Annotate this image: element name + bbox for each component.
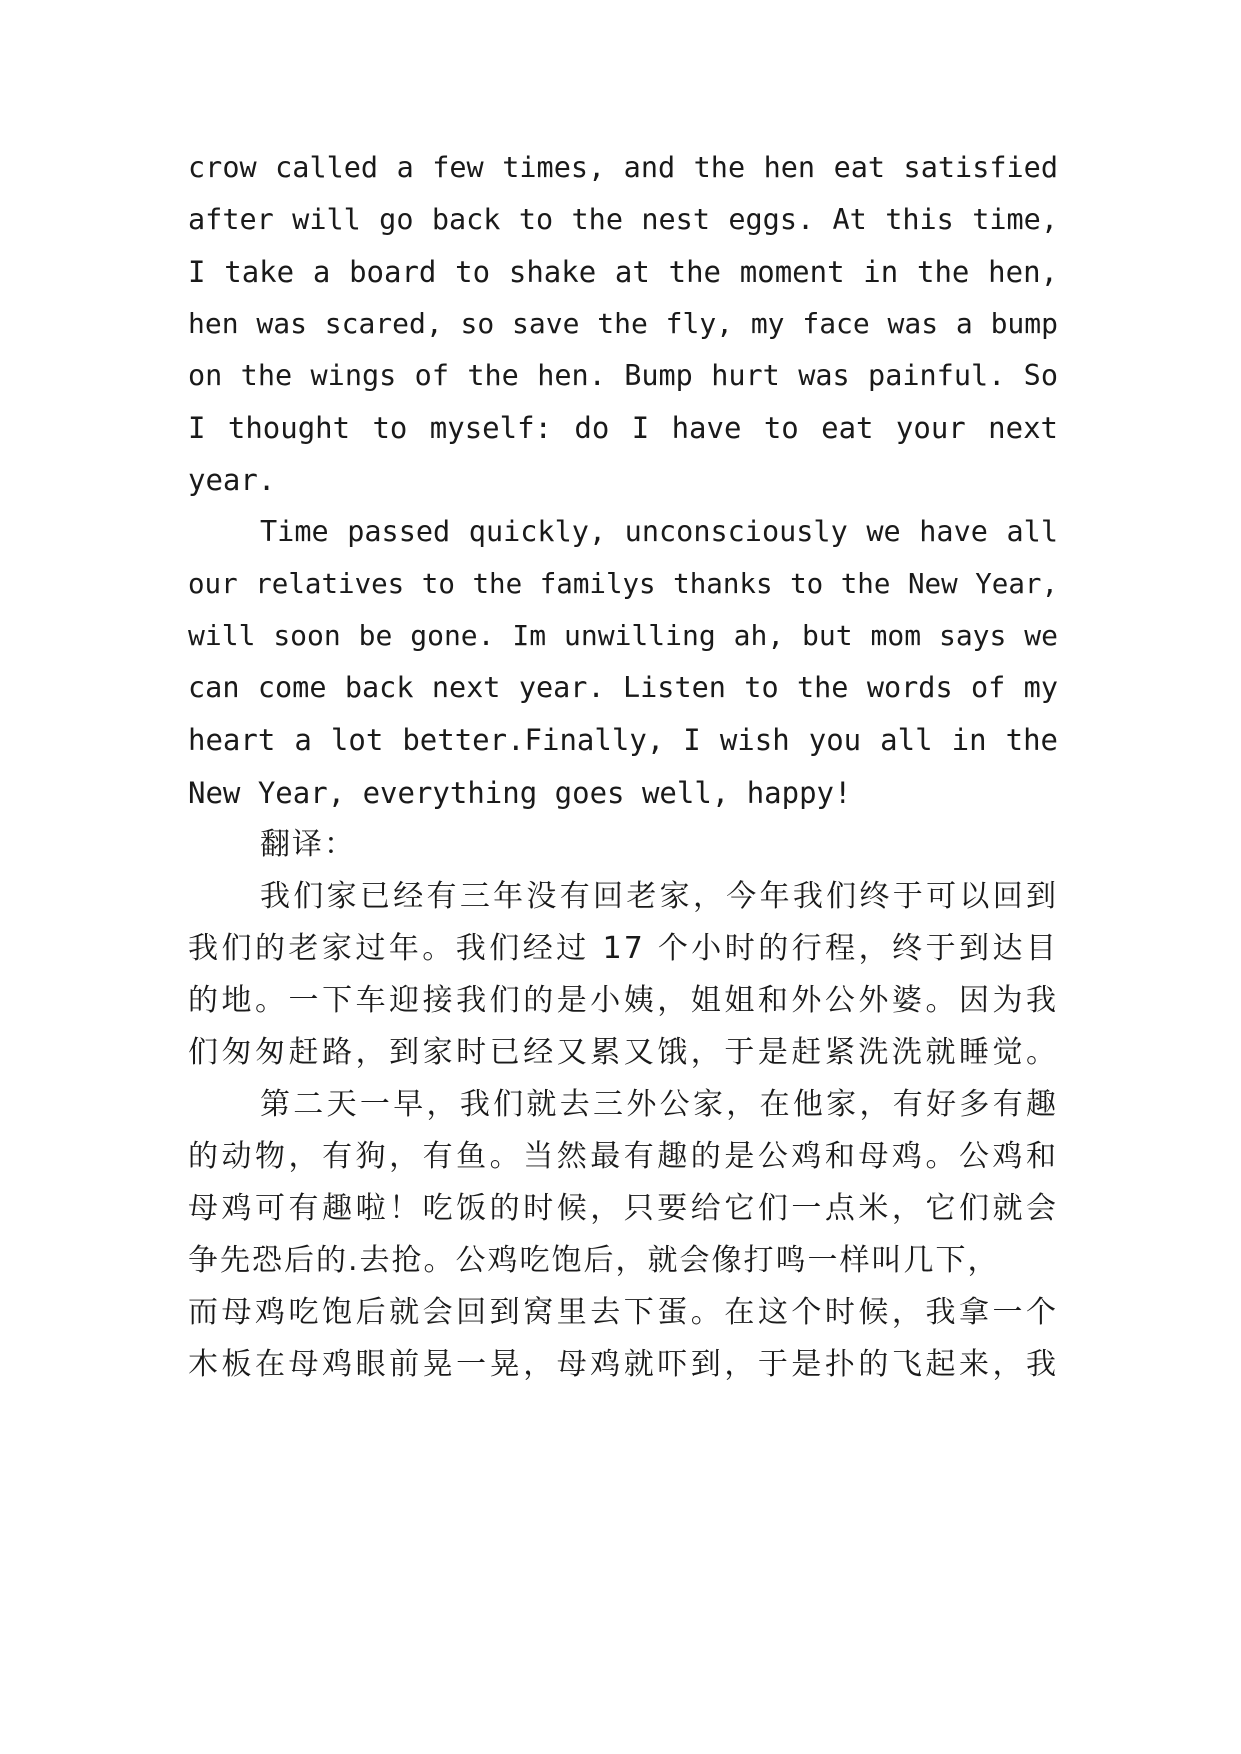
text-line: 争先恐后的.去抢。公鸡吃饱后，就会像打鸣一样叫几下， <box>188 1243 1000 1278</box>
text-line: heart a lot better.Finally, I wish you all in the <box>188 723 1058 757</box>
text-line: 的地。一下车迎接我们的是小姨，姐姐和外公外婆。因为我 <box>188 983 1058 1018</box>
text-line: Time passed quickly, unconsciously we have all <box>260 515 1058 548</box>
text-line: after will go back to the nest eggs. At this time, <box>188 203 1058 236</box>
text-line: 我们家已经有三年没有回老家，今年我们终于可以回到 <box>260 879 1058 914</box>
text-line: 的动物，有狗，有鱼。当然最有趣的是公鸡和母鸡。公鸡和 <box>188 1139 1058 1174</box>
text-line: our relatives to the familys thanks to the New Year, <box>188 568 1058 600</box>
text-line: I take a board to shake at the moment in the hen, <box>188 255 1058 289</box>
text-line: will soon be gone. Im unwilling ah, but mom says we <box>188 619 1058 652</box>
text-line: I thought to myself: do I have to eat your next <box>188 411 1058 445</box>
text-line: 第二天一早，我们就去三外公家，在他家，有好多有趣 <box>260 1087 1058 1122</box>
text-line: crow called a few times, and the hen eat satisfied <box>188 151 1058 184</box>
text-line: year. <box>188 463 276 497</box>
text-line: 而母鸡吃饱后就会回到窝里去下蛋。在这个时候，我拿一个 <box>188 1295 1058 1330</box>
text-line: 木板在母鸡眼前晃一晃，母鸡就吓到，于是扑的飞起来，我 <box>188 1347 1058 1382</box>
text-line: 们匆匆赶路，到家时已经又累又饿，于是赶紧洗洗就睡觉。 <box>188 1035 1058 1070</box>
text-line: 我们的老家过年。我们经过 17 个小时的行程，终于到达目 <box>188 931 1058 966</box>
text-line: on the wings of the hen. Bump hurt was painful. So <box>188 359 1058 392</box>
text-line: New Year, everything goes well, happy! <box>188 776 852 810</box>
translation-heading: 翻译： <box>260 827 356 862</box>
text-line: can come back next year. Listen to the words of my <box>188 671 1058 704</box>
text-line: hen was scared, so save the fly, my face was a bump <box>188 307 1058 340</box>
text-line: 母鸡可有趣啦！吃饭的时候，只要给它们一点米，它们就会 <box>188 1191 1058 1226</box>
